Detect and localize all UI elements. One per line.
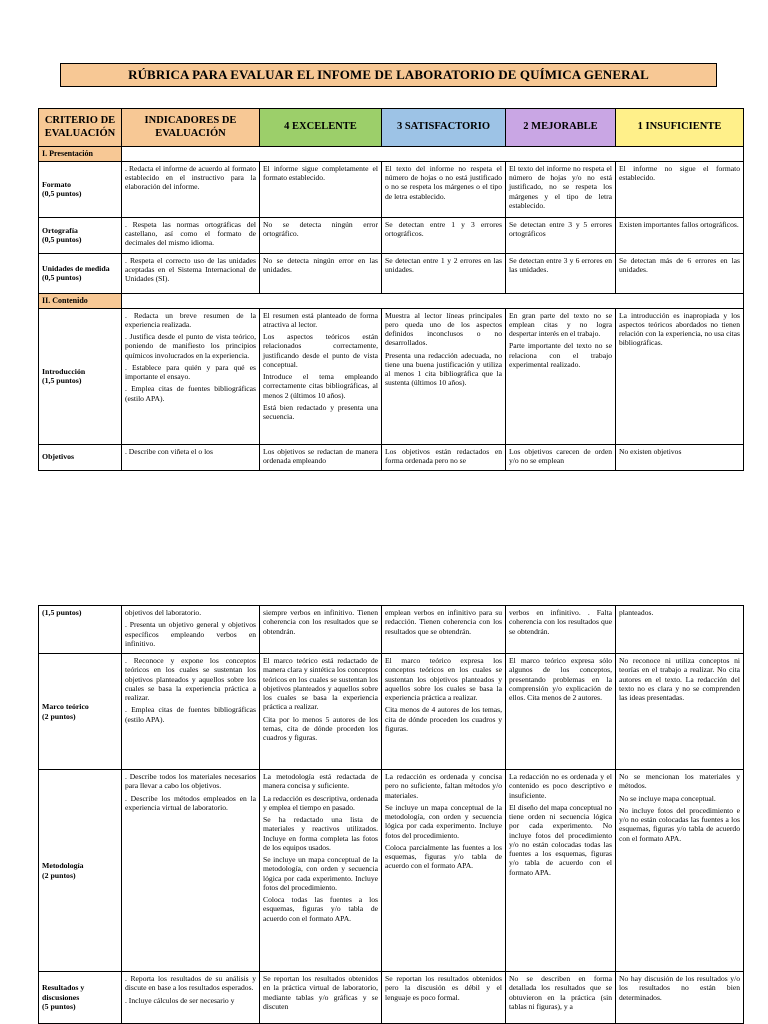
indicator-cell: . Reconoce y expone los conceptos teóricos en los cuales se sustentan los objetivos planteados y aquellos sobre los cuales se basa la experiencia práctica a realizar. . Emplea citas de fuentes bibliográficas (estilo APA). [122, 654, 260, 770]
mejorable-cell: Se detectan entre 3 y 5 errores ortográficos [506, 217, 616, 253]
excelente-cell: La metodología está redactada de manera concisa y suficiente. La redacción es descriptiva, ordenada y emplea el tiempo en pasado. Se ha redactado una lista de materiales y reactivos utilizados. Incluye en forma completa las fotos de los equipos usados. Se incluye un mapa conceptual de la metodología, con orden y secuencia lógica por cada experimento. Incluye fotos del procedimiento. Coloca todas las fuentes a los esquemas, figuras y/o tabla de acuerdo con el formato APA. [260, 770, 382, 972]
header-insuficiente: 1 INSUFICIENTE [616, 109, 744, 147]
satisfactorio-cell: El texto del informe no respeta el número de hojas o no está justificado o no se respeta los márgenes o el tipo de letra establecido. [382, 161, 506, 217]
excelente-cell: Se reportan los resultados obtenidos en la práctica virtual de laboratorio, mediante tablas y/o gráficas y se discuten [260, 972, 382, 1024]
indicator-cell: . Redacta el informe de acuerdo al formato establecido en el instructivo para la elaboración del informe. [122, 161, 260, 217]
table-row [39, 770, 744, 972]
satisfactorio-cell: La redacción es ordenada y concisa pero no suficiente, faltan métodos y/o materiales. Se incluye un mapa conceptual de la metodología, con orden y secuencia lógica por cada experimento. Incluye fotos del procedimiento. Coloca parcialmente las fuentes a los esquemas, figuras y/o tabla de acuerdo con el formato APA. [382, 770, 506, 972]
header-mejorable: 2 MEJORABLE [506, 109, 616, 147]
mejorable-cell: No se describen en forma detallada los resultados que se obtuvieron en la práctica (sin tablas ni figuras), y a [506, 972, 616, 1024]
section-row-contenido [39, 293, 744, 308]
section-label: I. Presentación [39, 147, 122, 162]
satisfactorio-cell: emplean verbos en infinitivo para su redacción. Tienen coherencia con los resultados que se obtendrán. [382, 606, 506, 654]
criterion-cell: Introducción (1,5 puntos) [39, 308, 122, 444]
satisfactorio-cell: Se reportan los resultados obtenidos pero la discusión es débil y el lenguaje es poco formal. [382, 972, 506, 1024]
table-row [39, 972, 744, 1024]
rubric-title: RÚBRICA PARA EVALUAR EL INFOME DE LABORATORIO DE QUÍMICA GENERAL [60, 63, 717, 87]
criterion-cell: Resultados y discusiones (5 puntos) [39, 972, 122, 1024]
header-indicadores: INDICADORES DE EVALUACIÓN [122, 109, 260, 147]
insuficiente-cell: Se detectan más de 6 errores en las unidades. [616, 253, 744, 293]
insuficiente-cell: Existen importantes fallos ortográficos. [616, 217, 744, 253]
excelente-cell: No se detecta ningún error en las unidades. [260, 253, 382, 293]
insuficiente-cell: La introducción es inapropiada y los aspectos teóricos abordados no tienen relación con la experiencia, no usa citas bibliográficas. [616, 308, 744, 444]
mejorable-cell: verbos en infinitivo. . Falta coherencia con los resultados que se obtendrán. [506, 606, 616, 654]
insuficiente-cell: El informe no sigue el formato establecido. [616, 161, 744, 217]
criterion-cell: Metodología (2 puntos) [39, 770, 122, 972]
mejorable-cell: La redacción no es ordenada y el contenido es poco descriptivo e insuficiente. El diseño del mapa conceptual no tiene orden ni secuencia lógica por cada experimento. No incluye fotos del procedimiento y/o no están colocadas todas las fuentes a los esquemas, figuras y/o tabla de acuerdo con el formato APA. [506, 770, 616, 972]
mejorable-cell: En gran parte del texto no se emplean citas y no logra despertar interés en el trabajo. Parte importante del texto no se relaciona con el trabajo experimental realizado. [506, 308, 616, 444]
satisfactorio-cell: Se detectan entre 1 y 2 errores en las unidades. [382, 253, 506, 293]
section-row-presentacion [39, 147, 744, 162]
indicator-cell: . Describe con viñeta el o los [122, 444, 260, 470]
mejorable-cell: Se detectan entre 3 y 6 errores en las unidades. [506, 253, 616, 293]
satisfactorio-cell: Muestra al lector líneas principales pero queda uno de los aspectos definidos inconclusos o no desarrollados. Presenta una redacción adecuada, no tiene una buena justificación y utiliza al menos 1 cita bibliográfica que la sustenta (últimos 10 años). [382, 308, 506, 444]
criterion-cell: Formato (0,5 puntos) [39, 161, 122, 217]
document-page-2 [0, 600, 768, 1024]
section-label: II. Contenido [39, 293, 122, 308]
table-row [39, 606, 744, 654]
criterion-cell: (1,5 puntos) [39, 606, 122, 654]
table-row [39, 654, 744, 770]
mejorable-cell: Los objetivos carecen de orden y/o no se emplean [506, 444, 616, 470]
indicator-cell: . Respeta el correcto uso de las unidades aceptadas en el Sistema Internacional de Unidades (SI). [122, 253, 260, 293]
insuficiente-cell: No existen objetivos [616, 444, 744, 470]
page-gap [0, 560, 768, 600]
insuficiente-cell: planteados. [616, 606, 744, 654]
excelente-cell: No se detecta ningún error ortográfico. [260, 217, 382, 253]
rubric-table-part-2 [38, 605, 744, 1024]
table-row [39, 308, 744, 444]
header-excelente: 4 EXCELENTE [260, 109, 382, 147]
table-row [39, 217, 744, 253]
criterion-cell: Objetivos [39, 444, 122, 470]
header-criterio: CRITERIO DE EVALUACIÓN [39, 109, 122, 147]
table-row [39, 253, 744, 293]
excelente-cell: El marco teórico está redactado de manera clara y sintética los conceptos teóricos en los cuales se sustentan los objetivos planteados y aquellos sobre los cuales se basa la experiencia práctica a realizar. Cita por lo menos 5 autores de los temas, cita de dónde proceden los cuadros y figuras. [260, 654, 382, 770]
header-row [39, 109, 744, 147]
satisfactorio-cell: Los objetivos están redactados en forma ordenada pero no se [382, 444, 506, 470]
criterion-cell: Unidades de medida (0,5 puntos) [39, 253, 122, 293]
header-satisfactorio: 3 SATISFACTORIO [382, 109, 506, 147]
excelente-cell: El resumen está planteado de forma atractiva al lector. Los aspectos teóricos están relacionados correctamente, justificando desde el punto de vista conceptual. Introduce el tema empleando correctamente citas bibliográficas, al menos 2 (últimos 10 años). Está bien redactado y presenta una secuencia. [260, 308, 382, 444]
satisfactorio-cell: Se detectan entre 1 y 3 errores ortográficos. [382, 217, 506, 253]
mejorable-cell: El texto del informe no respeta el número de hojas y/o no está justificado, no se respeta los márgenes y el tipo de letra establecido. [506, 161, 616, 217]
table-row [39, 161, 744, 217]
insuficiente-cell: No se mencionan los materiales y métodos. No se incluye mapa conceptual. No incluye fotos del procedimiento e y/o no están colocadas las fuentes a los esquemas, figuras y/o tabla de acuerdo con el formato APA. [616, 770, 744, 972]
criterion-cell: Marco teórico (2 puntos) [39, 654, 122, 770]
insuficiente-cell: No hay discusión de los resultados y/o los resultados no están bien determinados. [616, 972, 744, 1024]
insuficiente-cell: No reconoce ni utiliza conceptos ni teorías en el trabajo a realizar. No cita autores en el texto. La redacción del texto no es clara y no se comprenden las ideas presentadas. [616, 654, 744, 770]
indicator-cell: . Describe todos los materiales necesarios para llevar a cabo los objetivos. . Describe los métodos empleados en la experiencia virtual de laboratorio. [122, 770, 260, 972]
indicator-cell: . Redacta un breve resumen de la experiencia realizada. . Justifica desde el punto de vista teórico, poniendo de manifiesto los principios químicos involucrados en la experiencia. . Establece para quién y para qué es importante el ensayo. . Emplea citas de fuentes bibliográficas (estilo APA). [122, 308, 260, 444]
indicator-cell: . Reporta los resultados de su análisis y discute en base a los resultados esperados. . Incluye cálculos de ser necesario y [122, 972, 260, 1024]
excelente-cell: siempre verbos en infinitivo. Tienen coherencia con los resultados que se obtendrán. [260, 606, 382, 654]
table-row [39, 444, 744, 470]
indicator-cell: . Respeta las normas ortográficas del castellano, así como el formato de decimales del mismo idioma. [122, 217, 260, 253]
excelente-cell: El informe sigue completamente el formato establecido. [260, 161, 382, 217]
satisfactorio-cell: El marco teórico expresa los conceptos teóricos en los cuales se sustentan los objetivos planteados y aquellos sobre los cuales se basa la experiencia práctica a realizar. Cita menos de 4 autores de los temas, cita de dónde proceden los cuadros y figuras. [382, 654, 506, 770]
indicator-cell: objetivos del laboratorio. . Presenta un objetivo general y objetivos específicos empleando verbos en infinitivo. [122, 606, 260, 654]
rubric-table-part-1 [38, 108, 744, 471]
excelente-cell: Los objetivos se redactan de manera ordenada empleando [260, 444, 382, 470]
criterion-cell: Ortografía (0,5 puntos) [39, 217, 122, 253]
mejorable-cell: El marco teórico expresa sólo algunos de los conceptos, presentando problemas en la comprensión y/o explicación de ellos. Cita menos de 2 autores. [506, 654, 616, 770]
